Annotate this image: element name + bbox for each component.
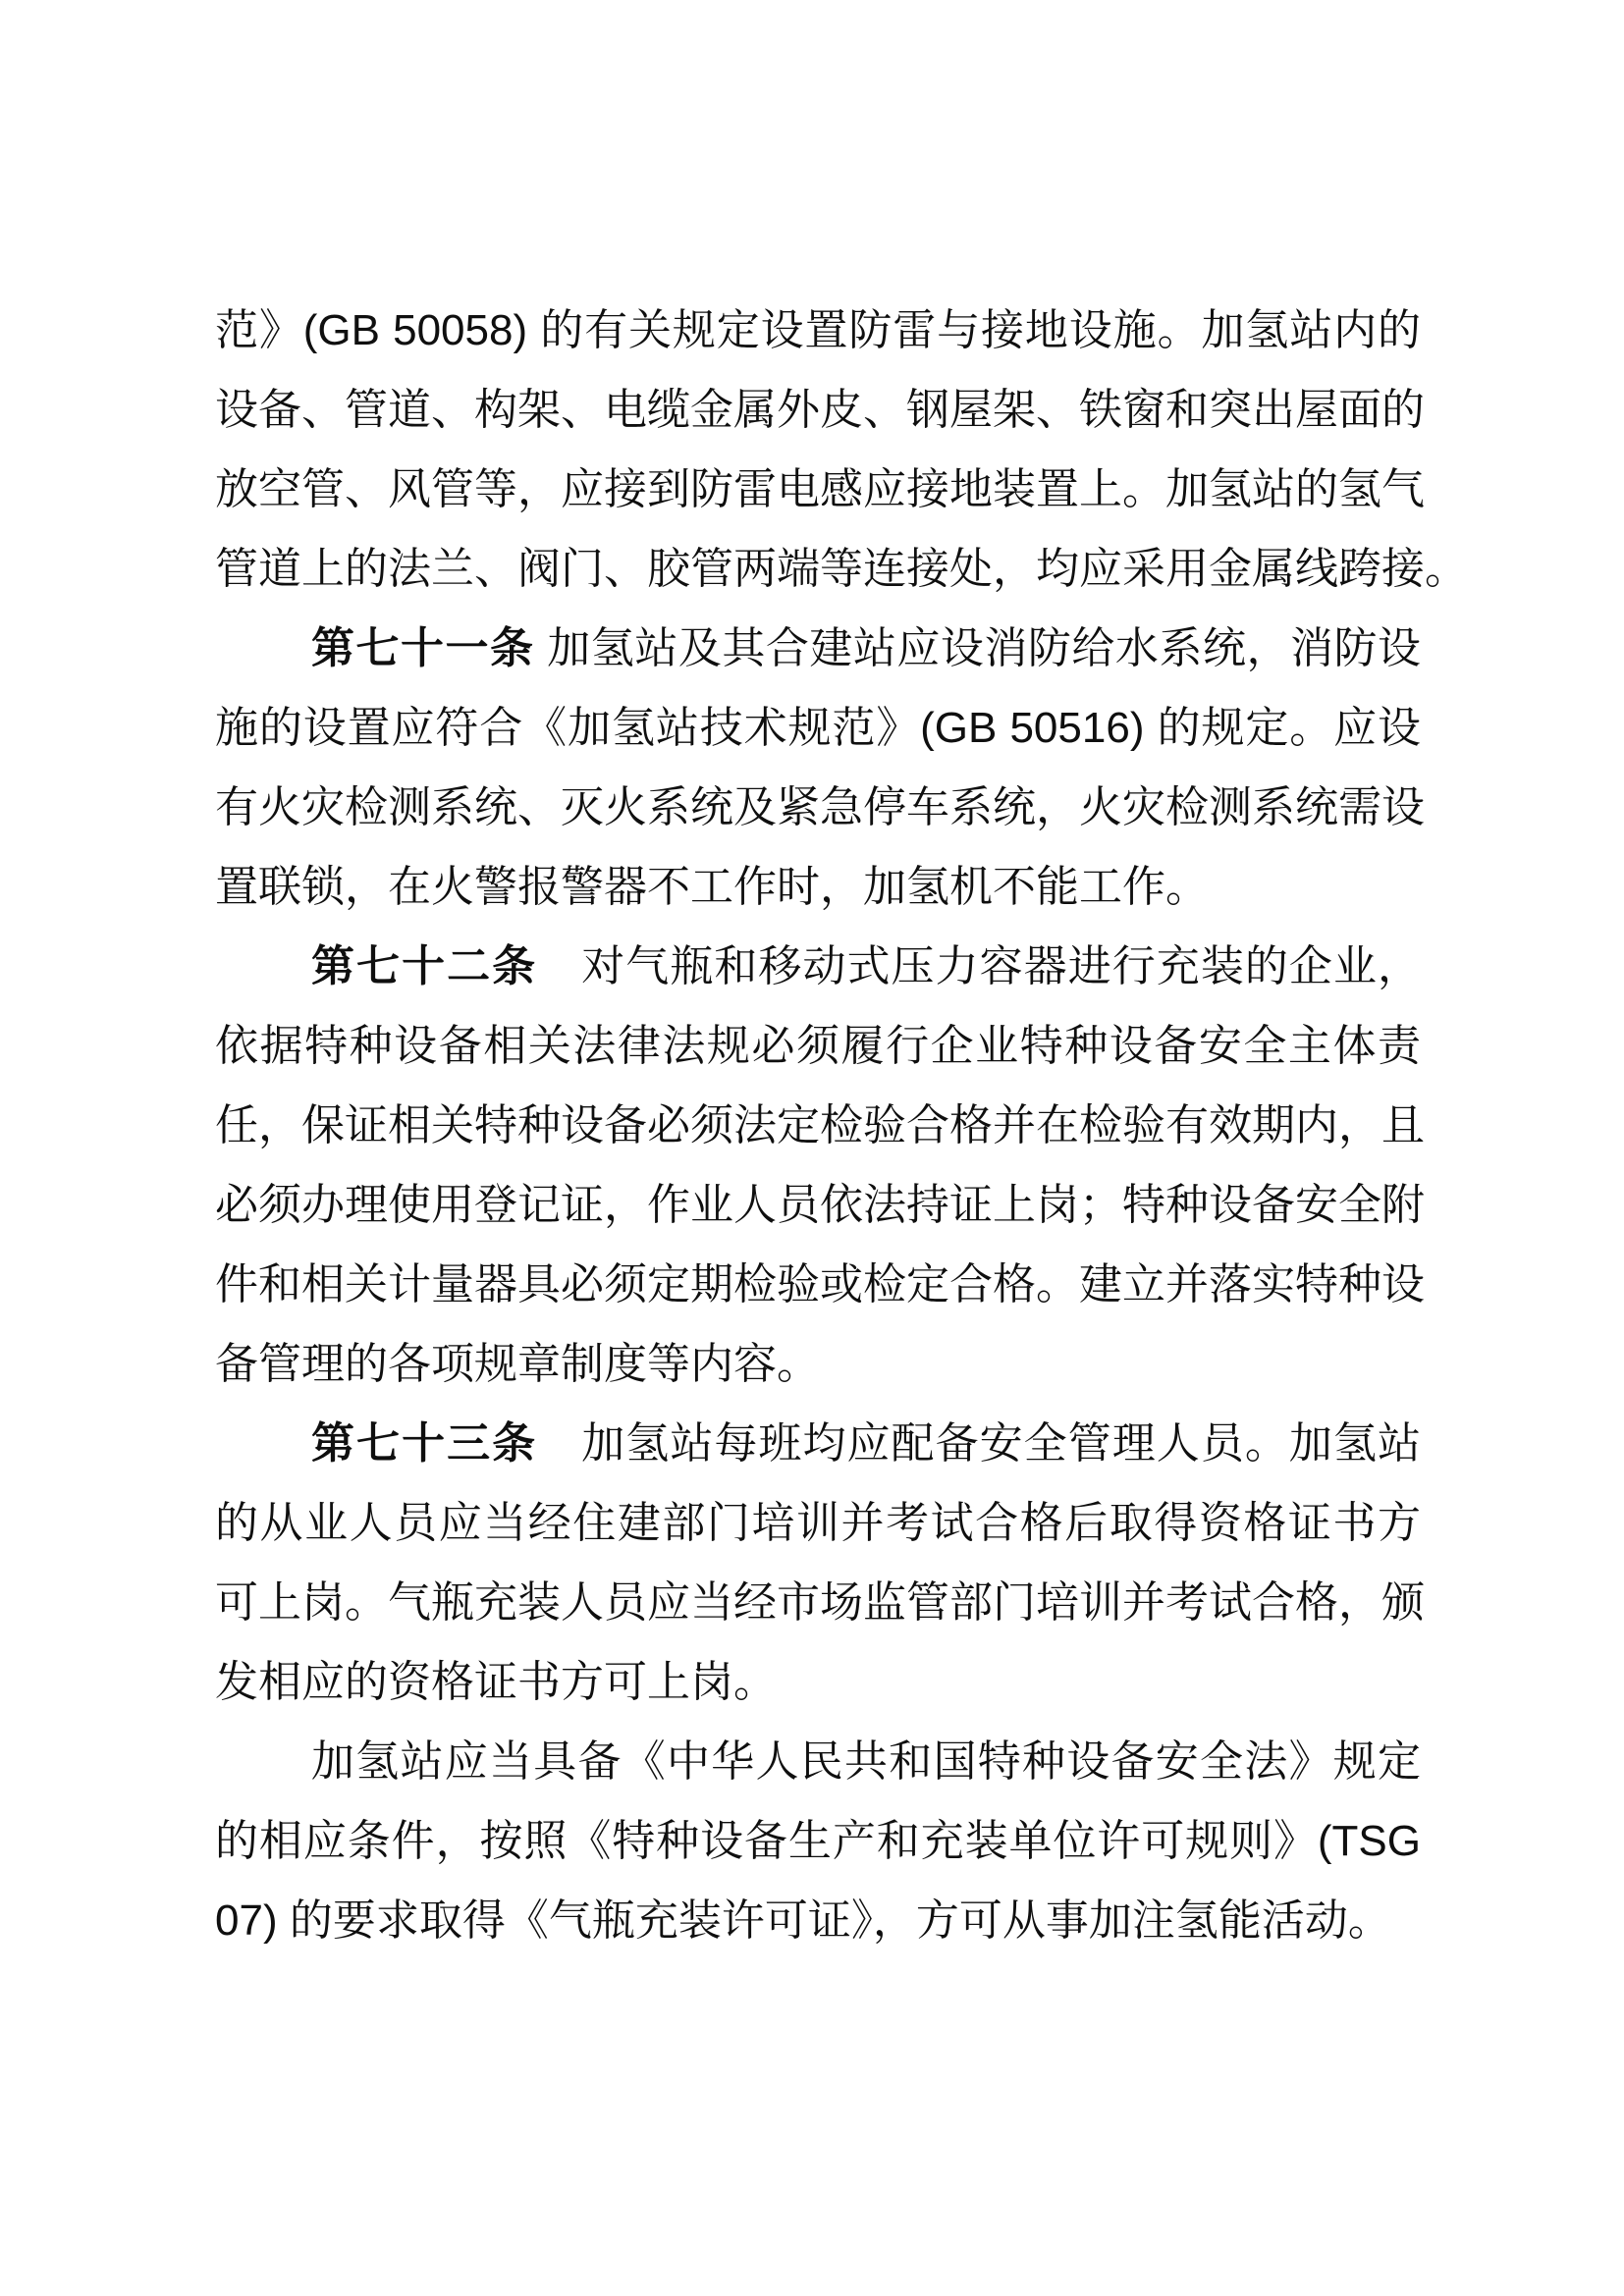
text-line: 的相应条件，按照《特种设备生产和充装单位许可规则》(TSG <box>215 1817 1421 1865</box>
text-line: 第七十一条 加氢站及其合建站应设消防给水系统，消防设 <box>311 624 1421 672</box>
text-line: 加氢站应当具备《中华人民共和国特种设备安全法》规定 <box>311 1737 1421 1786</box>
article-number: 第七十一条 <box>311 624 535 672</box>
text-line: 可上岗。气瓶充装人员应当经市场监管部门培训并考试合格，颁 <box>215 1578 1425 1627</box>
text-line: 依据特种设备相关法律法规必须履行企业特种设备安全主体责 <box>215 1022 1421 1070</box>
para-article-72 <box>215 927 1425 1404</box>
text-line: 07) 的要求取得《气瓶充装许可证》，方可从事加注氢能活动。 <box>215 1896 1391 1945</box>
text-line: 发相应的资格证书方可上岗。 <box>215 1658 777 1706</box>
text-line: 第七十三条 加氢站每班均应配备安全管理人员。加氢站 <box>311 1419 1422 1468</box>
text-line: 置联锁，在火警报警器不工作时，加氢机不能工作。 <box>215 863 1209 911</box>
text-line: 任，保证相关特种设备必须法定检验合格并在检验有效期内，且 <box>215 1101 1425 1149</box>
text-line: 备管理的各项规章制度等内容。 <box>215 1340 820 1388</box>
text-line: 必须办理使用登记证，作业人员依法持证上岗；特种设备安全附 <box>215 1181 1425 1229</box>
document-text <box>215 291 1468 1960</box>
text-line: 的从业人员应当经住建部门培训并考试合格后取得资格证书方 <box>215 1499 1421 1547</box>
text-line: 管道上的法兰、阀门、胶管两端等连接处，均应采用金属线跨接。 <box>215 545 1468 593</box>
para-lightning-grounding-continuation <box>215 291 1468 609</box>
article-number: 第七十三条 <box>311 1419 538 1468</box>
text-line: 放空管、风管等，应接到防雷电感应接地装置上。加氢站的氢气 <box>215 465 1425 513</box>
text-line: 设备、管道、构架、电缆金属外皮、钢屋架、铁窗和突出屋面的 <box>215 386 1425 434</box>
para-hydrogen-station-permit <box>215 1722 1421 1960</box>
text-line: 第七十二条 对气瓶和移动式压力容器进行充装的企业， <box>311 942 1422 990</box>
para-article-71 <box>215 609 1425 927</box>
article-number: 第七十二条 <box>311 942 538 990</box>
text-line: 有火灾检测系统、灭火系统及紧急停车系统，火灾检测系统需设 <box>215 783 1425 831</box>
text-line: 施的设置应符合《加氢站技术规范》(GB 50516) 的规定。应设 <box>215 704 1421 752</box>
text-line: 范》(GB 50058) 的有关规定设置防雷与接地设施。加氢站内的 <box>215 306 1421 354</box>
text-line: 件和相关计量器具必须定期检验或检定合格。建立并落实特种设 <box>215 1260 1425 1308</box>
para-article-73 <box>215 1404 1425 1722</box>
